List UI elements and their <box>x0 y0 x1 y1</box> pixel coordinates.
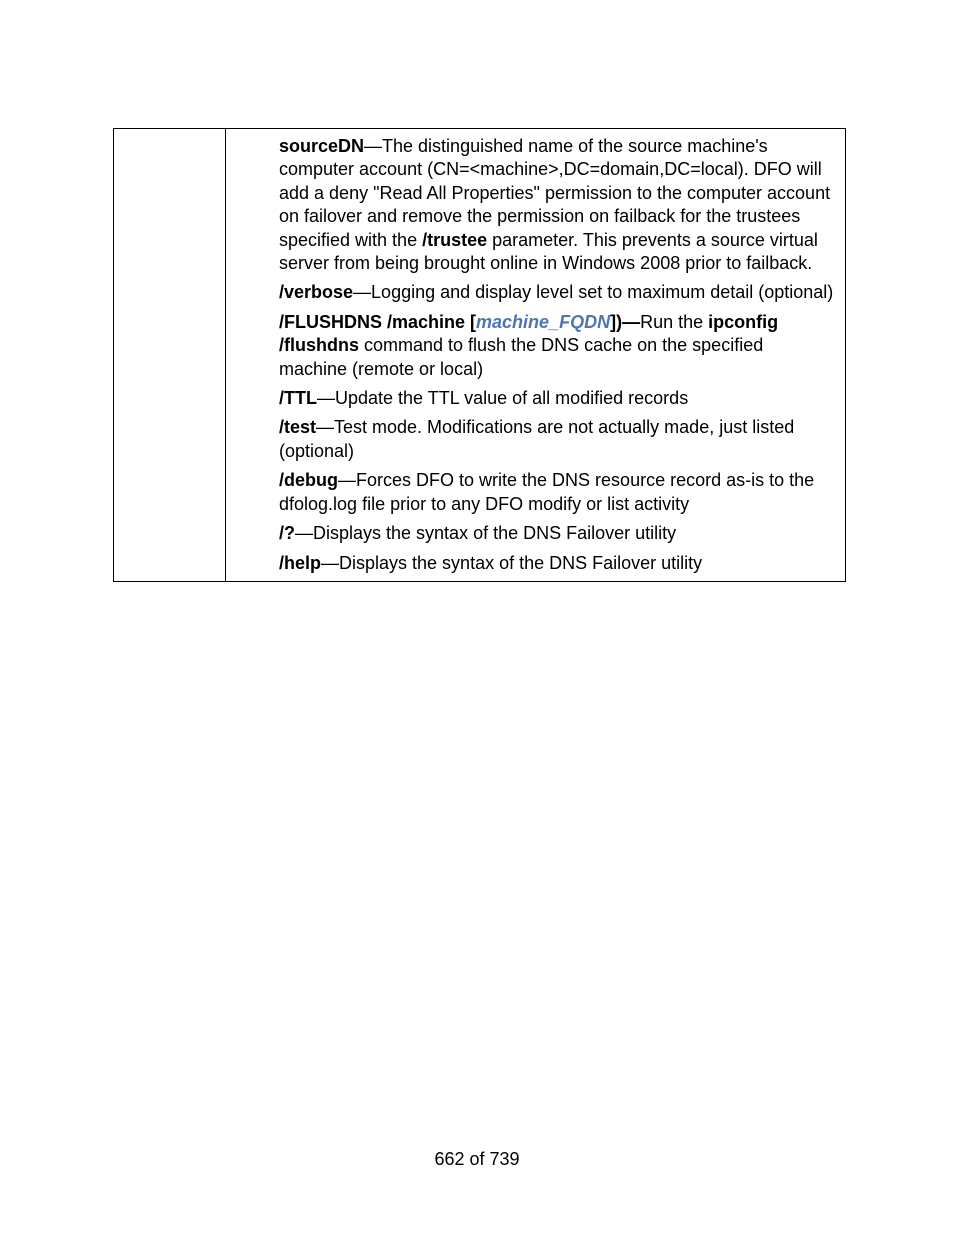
param-name: /? <box>279 523 295 544</box>
param-description: —Update the TTL value of all modified records <box>317 388 689 409</box>
param-name-close: ])— <box>610 311 641 332</box>
page-number: 662 of 739 <box>434 1149 520 1169</box>
param-test <box>279 416 835 463</box>
param-description-continued: command to flush the DNS cache on the specified machine (remote or local) <box>279 335 764 379</box>
param-debug <box>279 469 835 516</box>
param-description: Run the <box>640 311 709 332</box>
param-description: —Test mode. Modifications are not actually made, just listed (optional) <box>279 417 795 461</box>
param-name: /debug <box>279 470 338 491</box>
param-verbose <box>279 281 835 304</box>
param-description: —Logging and display level set to maximum detail (optional) <box>353 282 834 303</box>
machine-fqdn-placeholder: machine_FQDN <box>476 311 611 332</box>
param-name: /FLUSHDNS /machine [ <box>279 311 477 332</box>
param-description: —Forces DFO to write the DNS resource record as-is to the dfolog.log file prior to any DFO modify or list activity <box>279 470 815 514</box>
parameter-table <box>113 128 846 582</box>
parameter-name-cell <box>114 129 226 582</box>
param-description: —The distinguished name of the source machine's computer account (CN=<machine>,DC=domain,DC=local). DFO will add a deny "Read All Properties" permission to the computer account on failover and remove the permission on failback for the trustees specified with the <box>279 136 831 250</box>
param-name: sourceDN <box>279 136 365 156</box>
param-description: —Displays the syntax of the DNS Failover utility <box>321 552 703 573</box>
param-name: /test <box>279 417 317 438</box>
param-flushdns <box>279 311 835 381</box>
param-description: —Displays the syntax of the DNS Failover utility <box>295 523 677 544</box>
param-help <box>279 552 835 575</box>
trustee-parameter: /trustee <box>422 229 488 250</box>
param-ttl <box>279 387 835 410</box>
param-name: /TTL <box>279 388 317 409</box>
param-sourcedn <box>279 135 835 275</box>
param-name: /verbose <box>279 282 354 303</box>
param-question <box>279 522 835 545</box>
param-name: /help <box>279 552 322 573</box>
param-description-continued: parameter. This prevents a source virtual server from being brought online in Windows 2008 prior to failback. <box>279 229 818 274</box>
ipconfig-command: ipconfig /flushdns <box>279 311 779 356</box>
table-row <box>114 129 846 582</box>
parameter-description-cell <box>226 129 846 582</box>
